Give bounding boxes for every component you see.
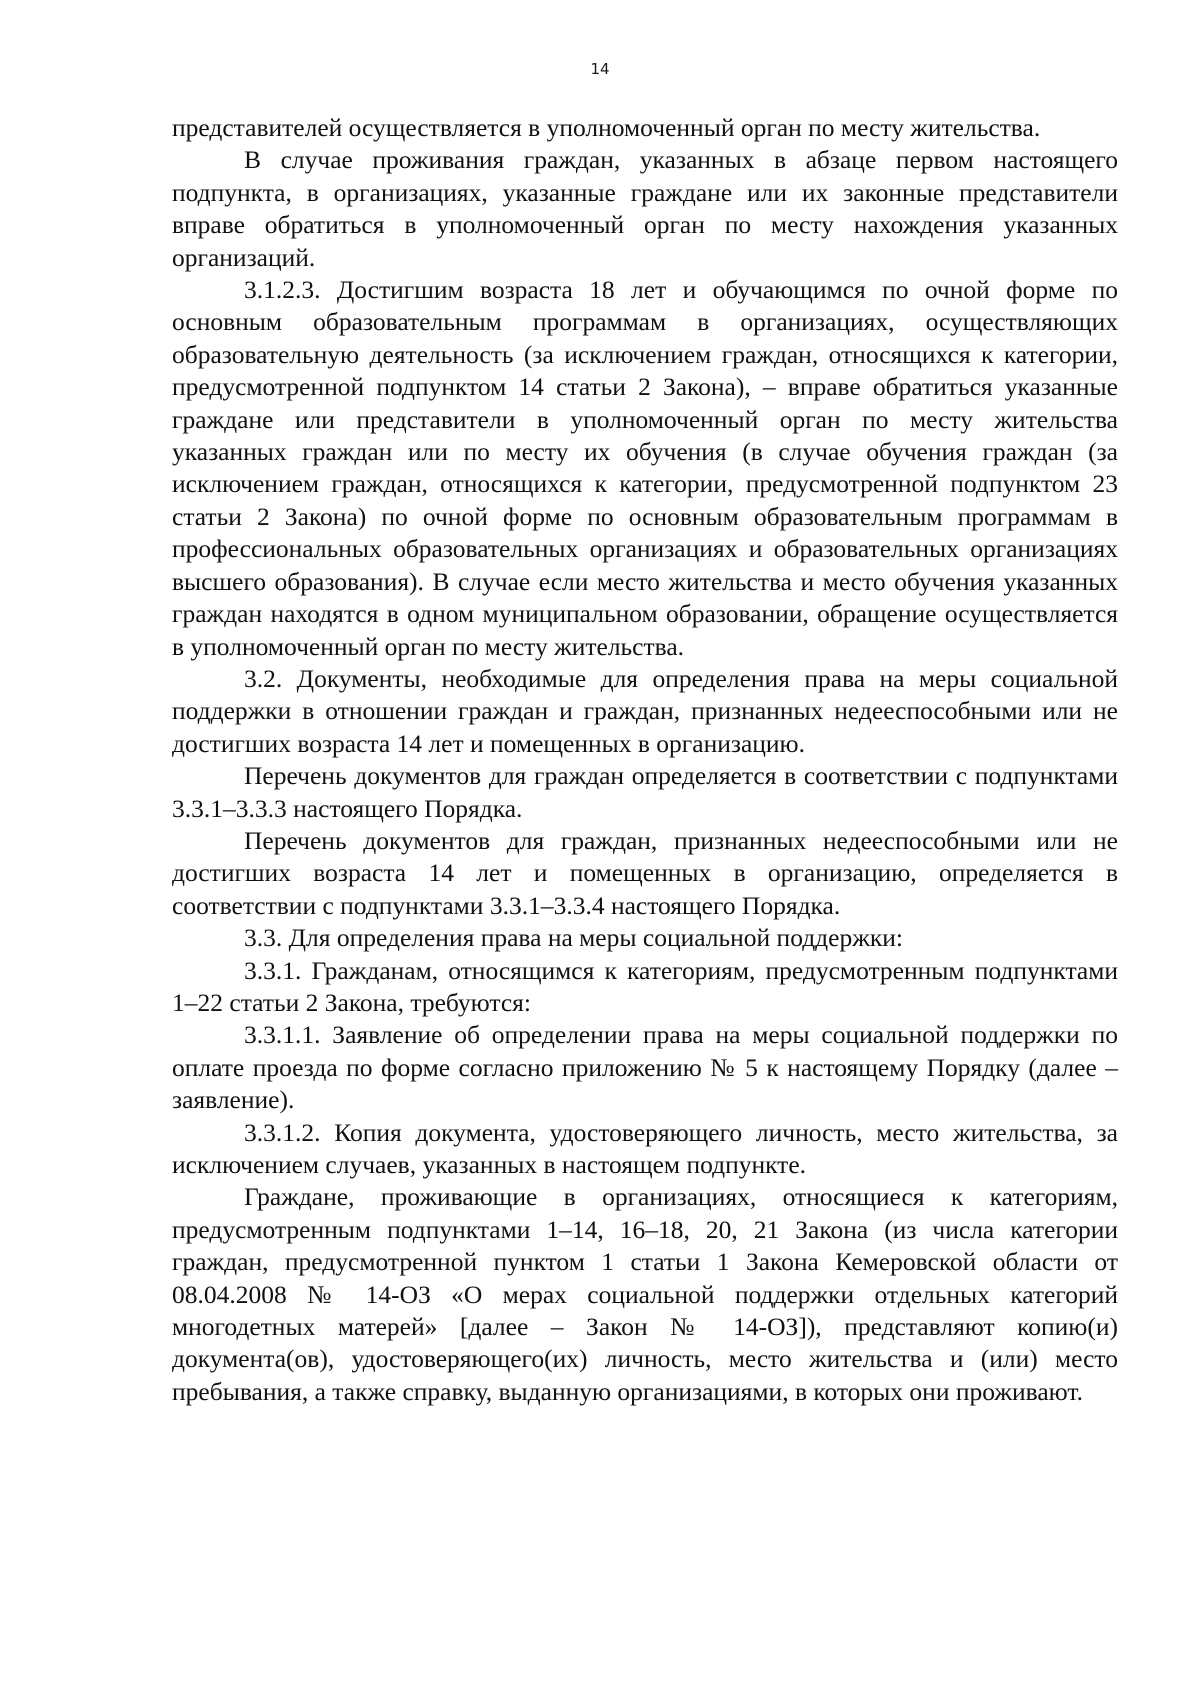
paragraph-3-3-1-2: 3.3.1.2. Копия документа, удостоверяющего личность, место жительства, за исключением случаев, указанных в настоящем подпункте. [172, 1117, 1118, 1179]
paragraph-document-list-incapable: Перечень документов для граждан, признанных недееспособными или не достигших возраста 14 лет и помещенных в организацию, определяется в соответствии с подпунктами 3.3.1–3.3.4 настоящего Порядка. [172, 825, 1118, 920]
paragraph-3-3-1-1: 3.3.1.1. Заявление об определении права на меры социальной поддержки по оплате проезда по форме согласно приложению № 5 к настоящему Порядку (далее – заявление). [172, 1020, 1118, 1115]
page-number: 14 [590, 60, 610, 78]
paragraph-3-1-2-3: 3.1.2.3. Достигшим возраста 18 лет и обучающимся по очной форме по основным образовательным программам в организациях, осуществляющих образовательную деятельность (за исключением граждан, относящихся к категории, предусмотренной подпунктом 14 статьи 2 Закона), – вправе обратиться указанные граждане или представители в уполномоченный орган по месту жительства указанных граждан или по месту их обучения (в случае обучения граждан (за исключением граждан, относящихся к категории, предусмотренной подпунктом 23 статьи 2 Закона) по очной форме по основным образовательным программам в профессиональных образовательных организациях и образовательных организациях высшего образования). В случае если место жительства и место обучения указанных граждан находятся в одном муниципальном образовании, обращение осуществляется в уполномоченный орган по месту жительства. [172, 275, 1118, 661]
paragraph-3-2: 3.2. Документы, необходимые для определения права на меры социальной поддержки в отношении граждан и граждан, признанных недееспособными или не достигших возраста 14 лет и помещенных в организацию. [172, 663, 1118, 758]
paragraph-residence-in-organizations: В случае проживания граждан, указанных в абзаце первом настоящего подпункта, в организациях, указанные граждане или их законные представители вправе обратиться в уполномоченный орган по месту нахождения указанных организаций. [172, 145, 1118, 272]
paragraph-document-list-citizens: Перечень документов для граждан определяется в соответствии с подпунктами 3.3.1–3.3.3 настоящего Порядка. [172, 761, 1118, 823]
paragraph-3-3-1: 3.3.1. Гражданам, относящимся к категориям, предусмотренным подпунктами 1–22 статьи 2 Закона, требуются: [172, 955, 1118, 1017]
paragraph-3-3: 3.3. Для определения права на меры социальной поддержки: [244, 923, 903, 953]
paragraph-residents-documents: Граждане, проживающие в организациях, относящиеся к категориям, предусмотренным подпунктами 1–14, 16–18, 20, 21 Закона (из числа категории граждан, предусмотренной пунктом 1 статьи 1 Закона Кемеровской области от 08.04.2008 № 14-ОЗ «О мерах социальной поддержки отдельных категорий многодетных матерей» [далее – Закон № 14-ОЗ]), представляют копию(и) документа(ов), удостоверяющего(их) личность, место жительства и (или) место пребывания, а также справку, выданную организациями, в которых они проживают. [172, 1182, 1118, 1406]
document-body [172, 112, 1118, 1408]
paragraph-continuation: представителей осуществляется в уполномоченный орган по месту жительства. [172, 113, 1041, 142]
